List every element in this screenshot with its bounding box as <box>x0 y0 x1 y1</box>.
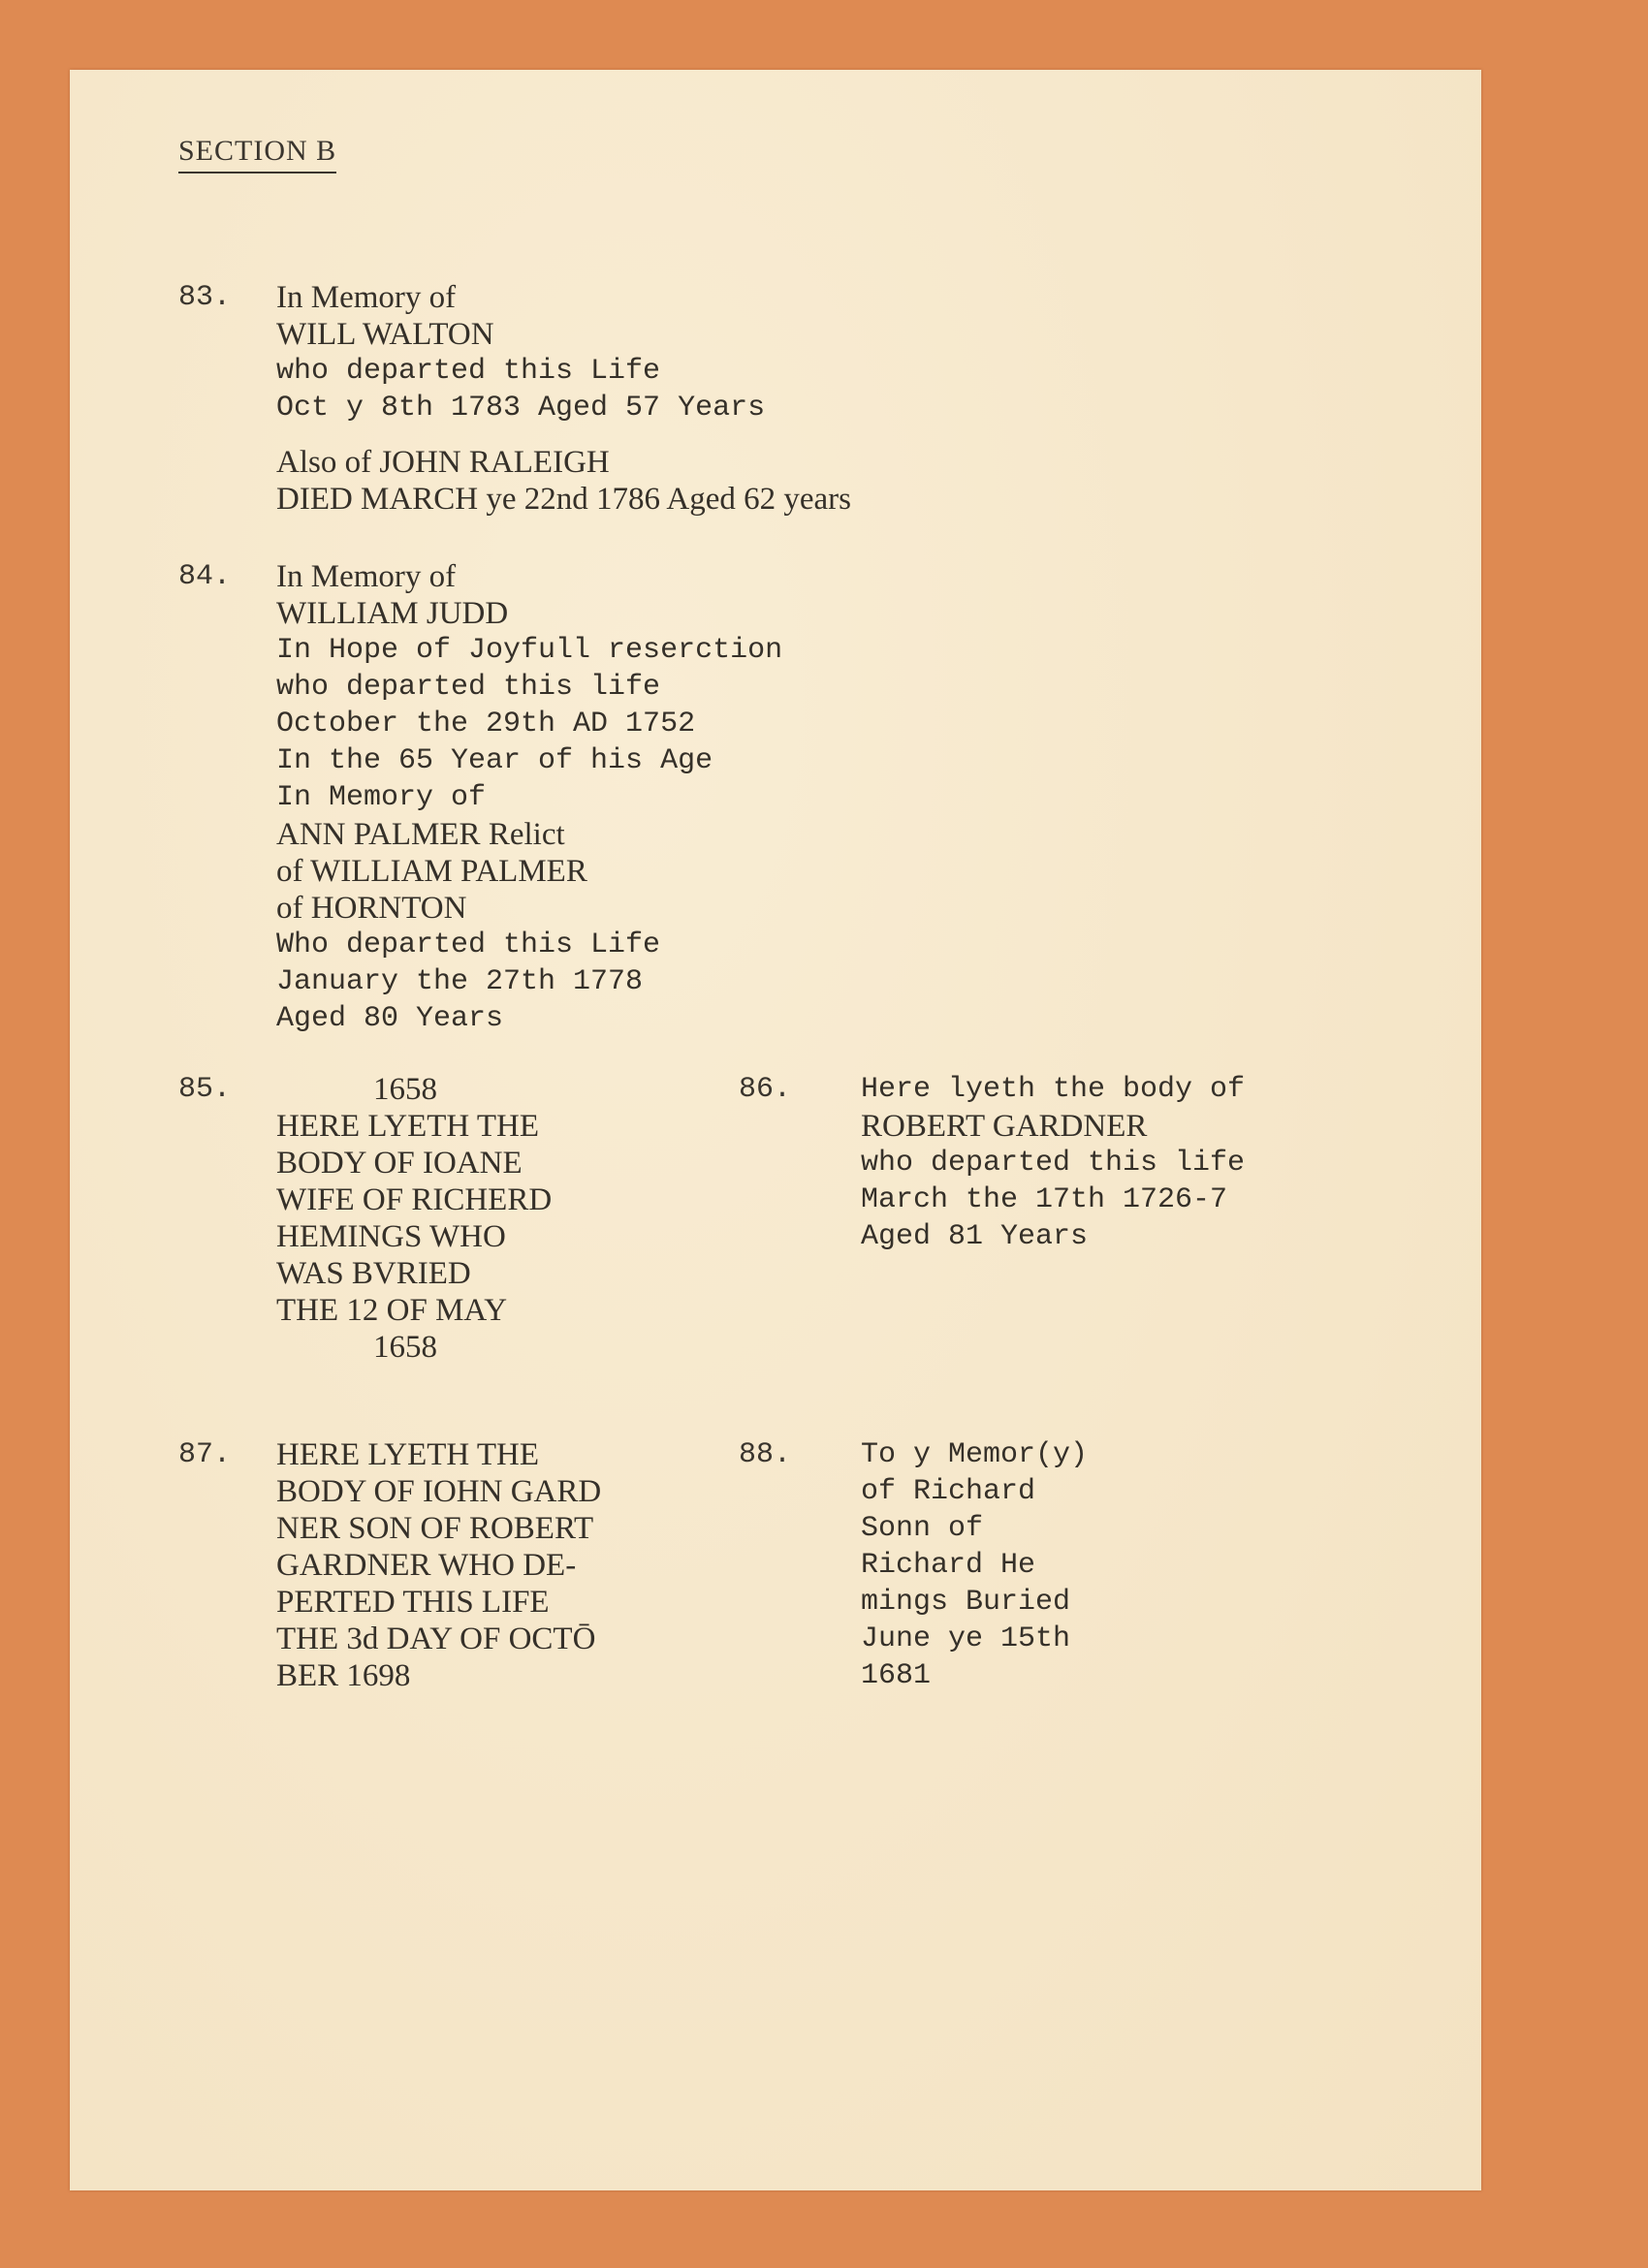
inscription-line: of WILLIAM PALMER <box>276 854 587 889</box>
inscription-line: In Memory of <box>276 559 457 594</box>
section-title: SECTION B <box>178 133 336 173</box>
inscription-line: To y Memor(y) <box>861 1438 1089 1471</box>
entry-number: 84. <box>178 560 232 593</box>
inscription-line: Aged 81 Years <box>861 1220 1089 1253</box>
inscription-line: 1658 <box>373 1072 437 1107</box>
entry-number: 87. <box>178 1438 232 1471</box>
entry-87 <box>276 1436 601 1694</box>
inscription-line: HERE LYETH THE <box>276 1109 540 1144</box>
entry-83 <box>276 279 851 518</box>
inscription-line: who departed this life <box>861 1147 1246 1180</box>
entry-number: 88. <box>739 1438 792 1471</box>
entry-number: 86. <box>739 1073 792 1106</box>
inscription-line: January the 27th 1778 <box>276 965 644 998</box>
inscription-line: NER SON OF ROBERT <box>276 1511 594 1546</box>
inscription-line: of HORNTON <box>276 891 467 926</box>
inscription-line: March the 17th 1726-7 <box>861 1183 1228 1216</box>
inscription-line: In the 65 Year of his Age <box>276 744 713 777</box>
inscription-line: Richard He <box>861 1549 1036 1582</box>
inscription-line: Who departed this Life <box>276 929 661 961</box>
inscription-line: In Hope of Joyfull reserction <box>276 634 783 667</box>
inscription-line: Here lyeth the body of <box>861 1073 1246 1106</box>
inscription-line: THE 12 OF MAY <box>276 1293 508 1328</box>
inscription-line: HERE LYETH THE <box>276 1437 540 1472</box>
inscription-line: ANN PALMER Relict <box>276 817 565 852</box>
inscription-line: In Memory of <box>276 280 457 315</box>
entry-86 <box>861 1071 1245 1255</box>
inscription-line: Aged 80 Years <box>276 1002 504 1035</box>
inscription-line: of Richard <box>861 1475 1036 1508</box>
inscription-line: Sonn of <box>861 1512 984 1545</box>
inscription-line: WILLIAM JUDD <box>276 596 509 631</box>
inscription-line: GARDNER WHO DE- <box>276 1548 577 1583</box>
inscription-line: WAS BVRIED <box>276 1256 471 1291</box>
entry-84 <box>276 558 782 1037</box>
inscription-line: mings Buried <box>861 1586 1071 1619</box>
inscription-line: 1658 <box>373 1330 437 1365</box>
inscription-line: THE 3d DAY OF OCTŌ <box>276 1622 596 1656</box>
inscription-line: In Memory of <box>276 781 487 814</box>
inscription-line: June ye 15th <box>861 1622 1071 1655</box>
inscription-line: BODY OF IOANE <box>276 1146 523 1181</box>
inscription-line: DIED MARCH ye 22nd 1786 Aged 62 years <box>276 482 852 517</box>
inscription-line: PERTED THIS LIFE <box>276 1585 550 1620</box>
inscription-line: WIFE OF RICHERD <box>276 1182 553 1217</box>
entry-88 <box>861 1436 1088 1694</box>
entry-number: 83. <box>178 281 232 314</box>
entry-85 <box>276 1071 552 1366</box>
inscription-line: who departed this life <box>276 671 661 704</box>
inscription-line: BER 1698 <box>276 1658 411 1693</box>
inscription-line: WILL WALTON <box>276 317 494 352</box>
document-page <box>70 70 1481 2190</box>
inscription-line: who departed this Life <box>276 355 661 388</box>
inscription-line: October the 29th AD 1752 <box>276 708 696 740</box>
inscription-line: ROBERT GARDNER <box>861 1109 1148 1144</box>
inscription-line: Also of JOHN RALEIGH <box>276 445 610 480</box>
inscription-line: BODY OF IOHN GARD <box>276 1474 602 1509</box>
entry-number: 85. <box>178 1073 232 1106</box>
inscription-line: Oct y 8th 1783 Aged 57 Years <box>276 392 766 425</box>
inscription-line: 1681 <box>861 1659 932 1692</box>
inscription-line: HEMINGS WHO <box>276 1219 506 1254</box>
